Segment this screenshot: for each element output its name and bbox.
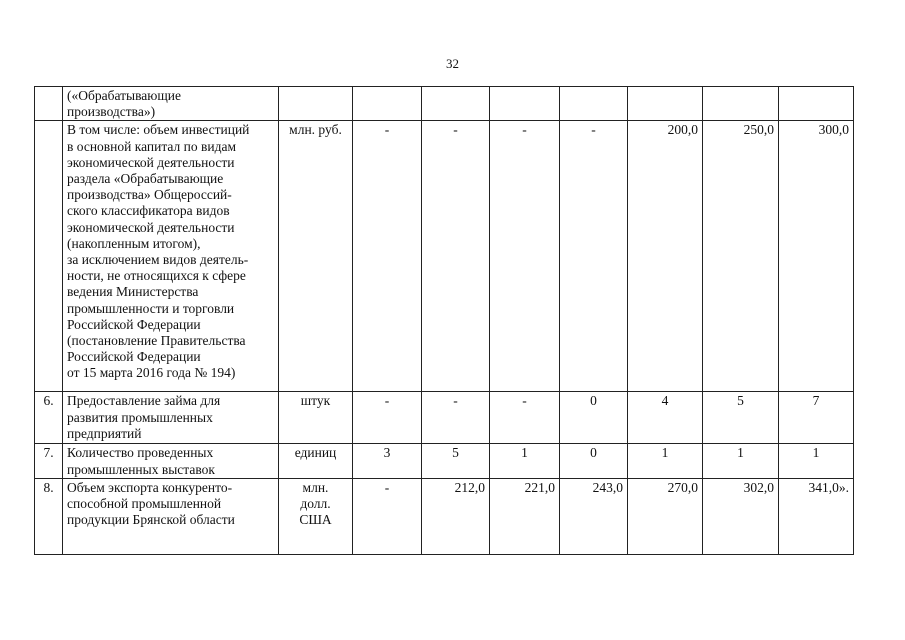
table-row [35, 392, 854, 444]
value-cell: - [422, 121, 490, 392]
value-cell: - [490, 392, 560, 444]
table-row [35, 121, 854, 392]
value-cell: 5 [422, 444, 490, 478]
value-cell [703, 87, 779, 121]
table-row [35, 478, 854, 554]
value-cell: 302,0 [703, 478, 779, 554]
value-cell: 5 [703, 392, 779, 444]
value-cell: 0 [560, 392, 628, 444]
indicator-name-cell [63, 121, 279, 392]
value-cell: 4 [628, 392, 703, 444]
row-number: 7. [35, 444, 63, 478]
value-cell [560, 87, 628, 121]
value-cell: 300,0 [779, 121, 854, 392]
unit: млн. долл. США [299, 479, 332, 528]
value-cell: 200,0 [628, 121, 703, 392]
value-cell: 1 [628, 444, 703, 478]
value-cell: - [353, 121, 422, 392]
value-cell: 3 [353, 444, 422, 478]
value-cell [422, 87, 490, 121]
unit-cell [279, 392, 353, 444]
indicator-name-cell [63, 87, 279, 121]
value-cell: 1 [703, 444, 779, 478]
value-cell: 0 [560, 444, 628, 478]
indicator-name: Количество проведенных промышленных выставок [67, 445, 215, 477]
value-cell: - [560, 121, 628, 392]
value-cell: 270,0 [628, 478, 703, 554]
value-cell: 243,0 [560, 478, 628, 554]
unit-cell [279, 87, 353, 121]
value-cell [490, 87, 560, 121]
row-number: 8. [35, 478, 63, 554]
value-cell: - [422, 392, 490, 444]
value-cell: - [353, 392, 422, 444]
value-cell: - [490, 121, 560, 392]
value-cell [353, 87, 422, 121]
indicator-name: В том числе: объем инвестиций в основной капитал по видам экономической деятельности раздела «Обрабатывающие производства» Общероссий- ского классификатора видов экономической деятельности (накопленным итогом), за исключением видов деятель- ности, не относящихся к сфере ведения Министерства промышленности и торговли Российской Федерации (постановление Правительства Российской Федерации от 15 марта 2016 года № 194) [67, 122, 250, 381]
unit-cell [279, 121, 353, 392]
indicator-name: («Обрабатывающие производства») [67, 88, 181, 120]
unit: млн. руб. [289, 122, 342, 138]
value-cell [779, 87, 854, 121]
value-cell: 221,0 [490, 478, 560, 554]
indicator-name-cell [63, 392, 279, 444]
row-number [35, 87, 63, 121]
table-row [35, 87, 854, 121]
indicator-name: Предоставление займа для развития промышленных предприятий [67, 393, 221, 441]
value-cell: 250,0 [703, 121, 779, 392]
page-number: 32 [446, 56, 459, 71]
unit: единиц [294, 445, 337, 461]
value-cell: 1 [490, 444, 560, 478]
indicator-name-cell [63, 444, 279, 478]
value-cell: - [353, 478, 422, 554]
unit-cell [279, 478, 353, 554]
table-row [35, 444, 854, 478]
indicator-name: Объем экспорта конкуренто- способной промышленной продукции Брянской области [67, 479, 235, 528]
value-cell: 7 [779, 392, 854, 444]
row-number: 6. [35, 392, 63, 444]
value-cell [628, 87, 703, 121]
indicator-name-cell [63, 478, 279, 554]
value-cell: 212,0 [422, 478, 490, 554]
value-cell: 341,0». [779, 478, 854, 554]
value-cell: 1 [779, 444, 854, 478]
row-number [35, 121, 63, 392]
unit: штук [300, 393, 331, 409]
indicators-table [34, 86, 854, 555]
unit-cell [279, 444, 353, 478]
